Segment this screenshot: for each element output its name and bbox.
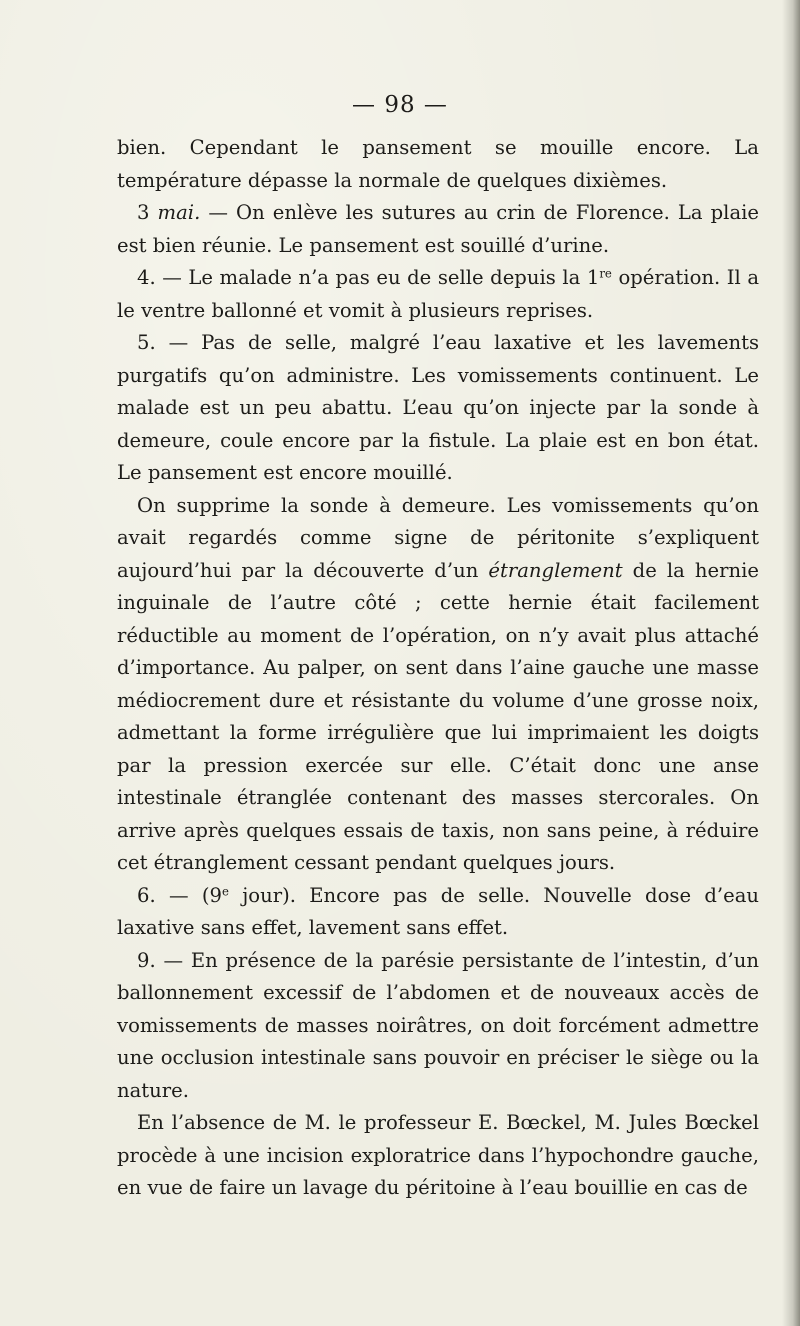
paragraph-text: 9. — En présence de la parésie persistante de l’intestin, d’un ballonnement excessif de l’abdomen et de nouveaux accès de vomissements de masses noirâtres, on doit forcément admettre une occlusion intestinale sans pouvoir en préciser le siège ou la nature.	[117, 948, 759, 1102]
date-label: mai.	[157, 201, 201, 224]
paragraph-lead: 4. — Le malade n’a pas eu de selle depuis la 1	[137, 266, 600, 289]
paragraph-3	[117, 262, 759, 327]
page-number-header: — 98 —	[352, 92, 448, 118]
paragraph-6	[117, 880, 759, 945]
page-edge-shadow	[782, 0, 800, 1326]
paragraph-4	[117, 327, 759, 490]
paragraph-text: bien. Cependant le pansement se mouille encore. La température dépasse la normale de quelques dixièmes.	[117, 136, 759, 192]
paragraph-lead: 6. — (9	[137, 883, 222, 907]
paragraph-text: En l’absence de M. le professeur E. Bœckel, M. Jules Bœckel procède à une incision exploratrice dans l’hypochondre gauche, en vue de faire un lavage du péritoine à l’eau bouillie en cas de	[117, 1111, 759, 1199]
paragraph-text: — On enlève les sutures au crin de Florence. La plaie est bien réunie. Le pansement est souillé d’urine.	[117, 201, 759, 257]
paragraph-lead: On supprime la sonde à demeure. Les vomissements qu’on avait regardés comme signe de péritonite s’expliquent aujourd’hui par la découverte d’un	[117, 493, 759, 582]
paragraph-2	[117, 197, 759, 262]
paragraph-text: opération. Il a le ventre ballonné et vomit à plusieurs reprises.	[117, 266, 760, 322]
paragraph-5	[117, 490, 759, 880]
body-text	[117, 132, 759, 1205]
paragraph-7	[117, 945, 759, 1108]
paragraph-text: jour). Encore pas de selle. Nouvelle dose d’eau laxative sans effet, lavement sans effet.	[117, 883, 759, 939]
superscript: e	[221, 884, 229, 899]
paragraph-8	[117, 1107, 759, 1205]
paragraph-text: de la hernie inguinale de l’autre côté ; cette hernie était facilement réductible au moment de l’opération, on n’y avait plus attaché d’importance. Au palper, on sent dans l’aine gauche une masse médiocrement dure et résistante du volume d’une grosse noix, admettant la forme irrégulière que lui imprimaient les doigts par la pression exercée sur elle. C’était donc une anse intestinale étranglée contenant des masses stercorales. On arrive après quelques essais de taxis, non sans peine, à réduire cet étranglement cessant pendant quelques jours.	[117, 558, 759, 874]
paragraph-1	[117, 132, 759, 197]
superscript: re	[599, 266, 612, 281]
emphasized-term: étranglement	[488, 558, 623, 582]
paragraph-text: 5. — Pas de selle, malgré l’eau laxative et les lavements purgatifs qu’on administre. Les vomissements continuent. Le malade est un peu abattu. L’eau qu’on injecte par la sonde à demeure, coule encore par la fistule. La plaie est en bon état. Le pansement est encore mouillé.	[117, 331, 759, 484]
paragraph-lead: 3	[137, 201, 158, 224]
